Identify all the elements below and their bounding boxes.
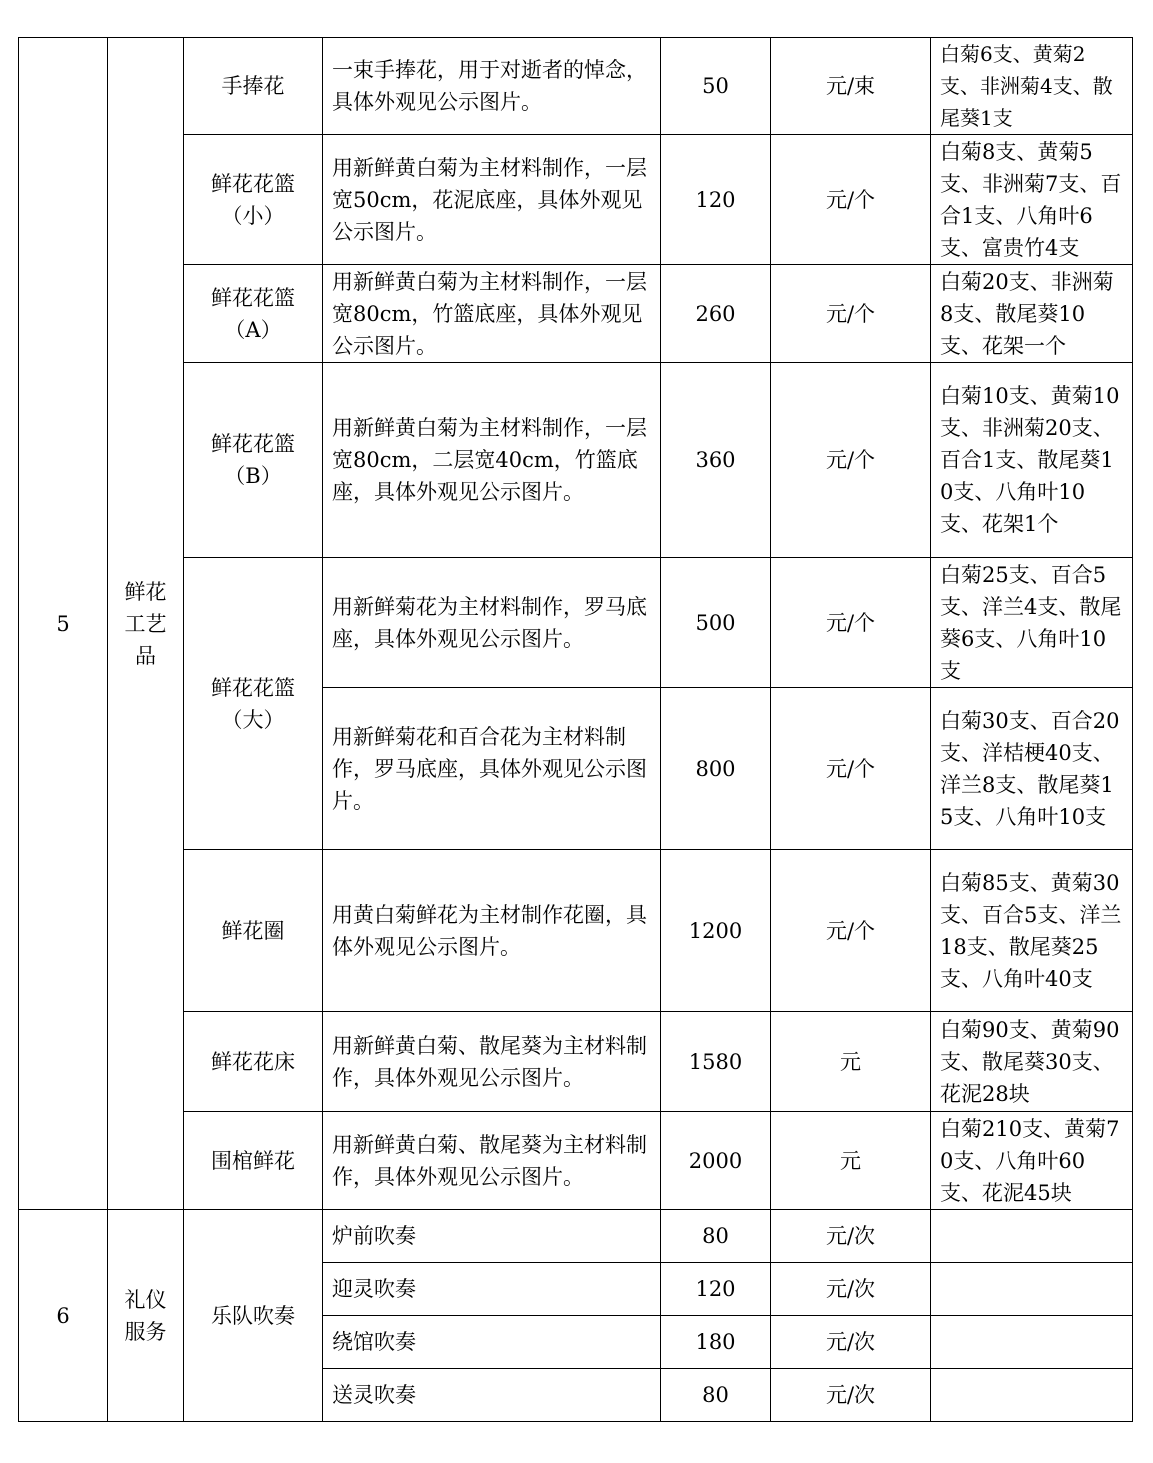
table-row <box>19 850 1133 1012</box>
price <box>661 1210 771 1263</box>
price <box>661 265 771 363</box>
unit-text: 元/个 <box>825 610 876 635</box>
product-description-text: 用新鲜黄白菊、散尾葵为主材料制作，具体外观见公示图片。 <box>332 1132 647 1189</box>
service-description-text: 绕馆吹奏 <box>332 1330 416 1354</box>
price-table <box>18 37 1133 1422</box>
product-description-text: 用新鲜黄白菊、散尾葵为主材料制作，具体外观见公示图片。 <box>332 1033 647 1090</box>
table-row <box>19 38 1133 135</box>
unit <box>771 1210 931 1263</box>
materials <box>931 38 1133 135</box>
item-number-text: 6 <box>56 1303 70 1328</box>
product-name <box>184 135 323 265</box>
materials-text: 白菊90支、黄菊90支、散尾葵30支、花泥28块 <box>940 1017 1120 1106</box>
unit <box>771 1012 931 1112</box>
product-name-text: 鲜花花篮（小） <box>211 171 295 228</box>
price-text: 2000 <box>688 1148 743 1173</box>
table-row <box>19 558 1133 688</box>
unit <box>771 135 931 265</box>
category-cell <box>108 1210 184 1422</box>
price-text: 120 <box>695 187 736 212</box>
product-name-text: 鲜花花篮（A） <box>211 285 295 342</box>
item-number <box>19 1210 108 1422</box>
price-text: 360 <box>695 448 736 472</box>
product-name-text: 围棺鲜花 <box>211 1148 295 1173</box>
product-name-text: 鲜花花篮（大） <box>211 675 295 732</box>
unit <box>771 688 931 850</box>
product-description-text: 用黄白菊鲜花为主材制作花圈，具体外观见公示图片。 <box>332 902 647 959</box>
product-name-text: 鲜花圈 <box>221 918 285 943</box>
materials-text: 白菊8支、黄菊5支、非洲菊7支、百合1支、八角叶6支、富贵竹4支 <box>940 139 1122 260</box>
price-text: 260 <box>695 301 736 326</box>
materials <box>931 1112 1133 1210</box>
materials <box>931 558 1133 688</box>
unit-text: 元/次 <box>825 1224 876 1248</box>
materials <box>931 1210 1133 1263</box>
price <box>661 38 771 135</box>
service-description <box>323 1369 661 1422</box>
product-name <box>184 1112 323 1210</box>
service-description-text: 炉前吹奏 <box>332 1224 416 1248</box>
price <box>661 1112 771 1210</box>
unit-text: 元/个 <box>825 448 876 472</box>
price <box>661 1263 771 1316</box>
service-name-text: 乐队吹奏 <box>211 1303 295 1328</box>
unit-text: 元/束 <box>825 74 876 98</box>
materials-text: 白菊85支、黄菊30支、百合5支、洋兰18支、散尾葵25支、八角叶40支 <box>940 870 1122 991</box>
table-row <box>19 1210 1133 1263</box>
product-name <box>184 265 323 363</box>
category-cell <box>108 38 184 1210</box>
materials-text: 白菊6支、黄菊2支、非洲菊4支、散尾葵1支 <box>940 42 1113 130</box>
product-description <box>323 558 661 688</box>
product-description-text: 用新鲜菊花为主材料制作，罗马底座，具体外观见公示图片。 <box>332 594 647 651</box>
price <box>661 688 771 850</box>
price-text: 800 <box>695 756 736 781</box>
price <box>661 1316 771 1369</box>
product-description <box>323 38 661 135</box>
materials <box>931 363 1133 558</box>
item-number-text: 5 <box>56 611 70 636</box>
unit-text: 元/个 <box>825 918 876 943</box>
table-row <box>19 135 1133 265</box>
price-text: 1200 <box>688 918 743 943</box>
item-number <box>19 38 108 1210</box>
unit <box>771 1112 931 1210</box>
price-text: 120 <box>695 1277 736 1301</box>
price <box>661 1012 771 1112</box>
materials-text: 白菊10支、黄菊10支、非洲菊20支、百合1支、散尾葵10支、八角叶10支、花架1个 <box>940 384 1120 536</box>
product-name <box>184 558 323 850</box>
service-name <box>184 1210 323 1422</box>
unit-text: 元/个 <box>825 301 876 326</box>
product-name-text: 手捧花 <box>221 74 285 98</box>
unit-text: 元/次 <box>825 1383 876 1407</box>
product-description <box>323 1012 661 1112</box>
unit <box>771 38 931 135</box>
unit <box>771 1316 931 1369</box>
product-name-text: 鲜花花床 <box>211 1049 295 1074</box>
unit-text: 元/次 <box>825 1277 876 1301</box>
price-text: 180 <box>695 1330 736 1354</box>
price <box>661 1369 771 1422</box>
materials <box>931 135 1133 265</box>
product-name <box>184 38 323 135</box>
product-description <box>323 265 661 363</box>
materials-text: 白菊30支、百合20支、洋桔梗40支、洋兰8支、散尾葵15支、八角叶10支 <box>940 708 1120 829</box>
unit-text: 元/个 <box>825 187 876 212</box>
service-description <box>323 1263 661 1316</box>
materials-text: 白菊20支、非洲菊8支、散尾葵10支、花架一个 <box>940 269 1114 358</box>
product-name-text: 鲜花花篮（B） <box>211 432 295 488</box>
unit-text: 元/个 <box>825 756 876 781</box>
category-text: 鲜花工艺品 <box>124 579 167 668</box>
price <box>661 135 771 265</box>
table-row <box>19 363 1133 558</box>
product-description <box>323 850 661 1012</box>
price-text: 500 <box>695 610 736 635</box>
unit <box>771 363 931 558</box>
unit <box>771 1369 931 1422</box>
materials <box>931 850 1133 1012</box>
service-description-text: 送灵吹奏 <box>332 1383 416 1407</box>
product-name <box>184 850 323 1012</box>
product-description-text: 用新鲜黄白菊为主材料制作，一层宽50cm，花泥底座，具体外观见公示图片。 <box>332 155 647 244</box>
product-description-text: 用新鲜黄白菊为主材料制作，一层宽80cm，二层宽40cm，竹篮底座，具体外观见公示图片。 <box>332 416 647 504</box>
materials-text: 白菊210支、黄菊70支、八角叶60支、花泥45块 <box>940 1116 1120 1205</box>
service-description <box>323 1316 661 1369</box>
product-description <box>323 363 661 558</box>
price-text: 80 <box>702 1383 729 1407</box>
price <box>661 363 771 558</box>
unit <box>771 265 931 363</box>
table-row <box>19 265 1133 363</box>
table-row <box>19 1012 1133 1112</box>
materials <box>931 1263 1133 1316</box>
price <box>661 558 771 688</box>
product-description <box>323 1112 661 1210</box>
unit <box>771 850 931 1012</box>
materials <box>931 1316 1133 1369</box>
unit <box>771 558 931 688</box>
category-text: 礼仪服务 <box>124 1287 167 1344</box>
price-text: 50 <box>702 74 729 98</box>
unit <box>771 1263 931 1316</box>
product-description-text: 用新鲜黄白菊为主材料制作，一层宽80cm，竹篮底座，具体外观见公示图片。 <box>332 269 647 358</box>
table-row <box>19 1112 1133 1210</box>
product-description-text: 一束手捧花，用于对逝者的悼念，具体外观见公示图片。 <box>332 58 647 114</box>
unit-text: 元/次 <box>825 1330 876 1354</box>
unit-text: 元 <box>840 1049 861 1074</box>
materials <box>931 1012 1133 1112</box>
product-description <box>323 688 661 850</box>
materials <box>931 688 1133 850</box>
unit-text: 元 <box>840 1148 861 1173</box>
price <box>661 850 771 1012</box>
materials <box>931 1369 1133 1422</box>
product-description <box>323 135 661 265</box>
service-description-text: 迎灵吹奏 <box>332 1277 416 1301</box>
product-description-text: 用新鲜菊花和百合花为主材料制作，罗马底座，具体外观见公示图片。 <box>332 724 647 813</box>
product-name <box>184 363 323 558</box>
product-name <box>184 1012 323 1112</box>
materials <box>931 265 1133 363</box>
materials-text: 白菊25支、百合5支、洋兰4支、散尾葵6支、八角叶10支 <box>940 562 1122 683</box>
service-description <box>323 1210 661 1263</box>
price-text: 1580 <box>688 1049 743 1074</box>
price-text: 80 <box>702 1224 729 1248</box>
